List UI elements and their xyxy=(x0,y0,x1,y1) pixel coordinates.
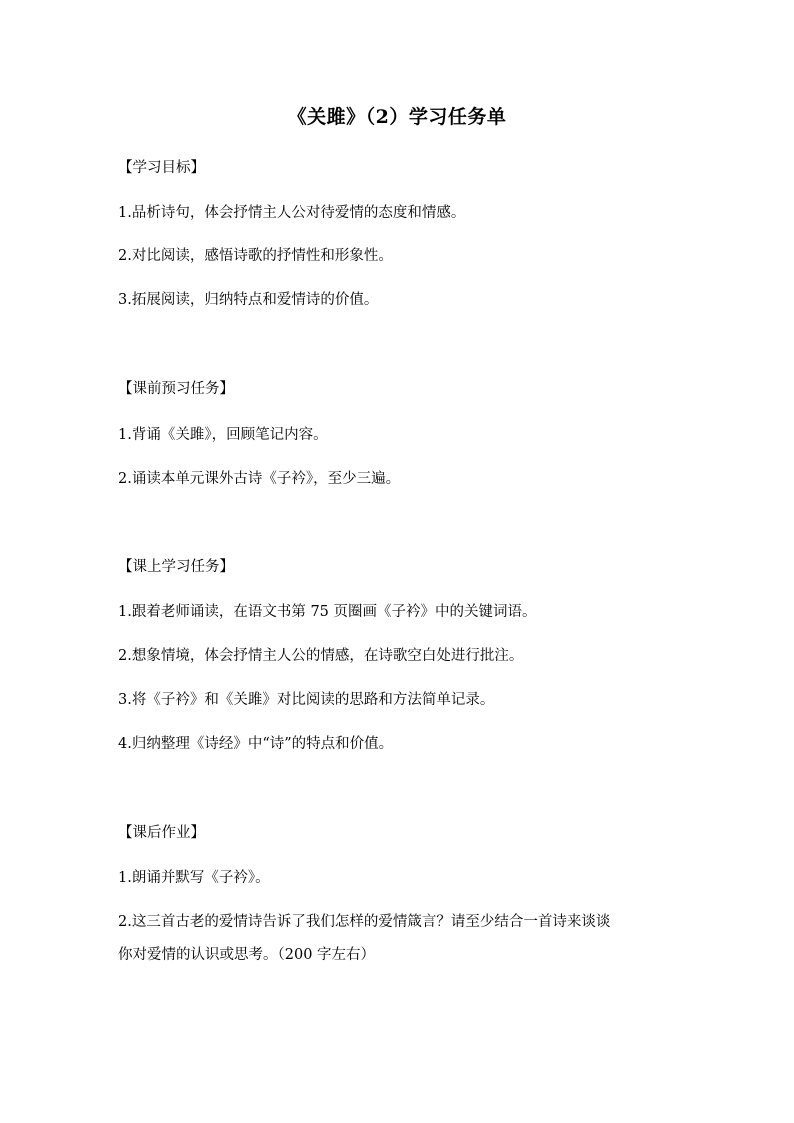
section-heading-class-tasks: 【课上学习任务】 xyxy=(118,559,234,575)
list-item: 2.想象情境，体会抒情主人公的情感，在诗歌空白处进行批注。 xyxy=(118,648,524,664)
list-item: 3.拓展阅读，归纳特点和爱情诗的价值。 xyxy=(118,292,379,308)
section-heading-preview-tasks: 【课前预习任务】 xyxy=(118,381,234,397)
list-item: 2.对比阅读，感悟诗歌的抒情性和形象性。 xyxy=(118,248,393,264)
list-item: 4.归纳整理《诗经》中“诗”的特点和价值。 xyxy=(118,736,394,752)
list-item: 2.这三首古老的爱情诗告诉了我们怎样的爱情箴言？请至少结合一首诗来谈谈 xyxy=(118,914,611,930)
list-item: 1.跟着老师诵读，在语文书第 75 页圈画《子衿》中的关键词语。 xyxy=(118,604,537,620)
list-item: 1.品析诗句，体会抒情主人公对待爱情的态度和情感。 xyxy=(118,205,466,221)
list-item: 2.诵读本单元课外古诗《子衿》，至少三遍。 xyxy=(118,471,401,487)
list-item: 1.朗诵并默写《子衿》。 xyxy=(118,870,270,886)
section-heading-learning-goals: 【学习目标】 xyxy=(118,160,205,176)
page-title: 《关雎》（2）学习任务单 xyxy=(287,106,507,128)
list-item: 1.背诵《关雎》，回顾笔记内容。 xyxy=(118,427,328,443)
section-heading-homework: 【课后作业】 xyxy=(118,825,205,841)
list-item-continuation: 你对爱情的认识或思考。（200 字左右） xyxy=(118,947,376,963)
list-item: 3.将《子衿》和《关雎》对比阅读的思路和方法简单记录。 xyxy=(118,692,495,708)
